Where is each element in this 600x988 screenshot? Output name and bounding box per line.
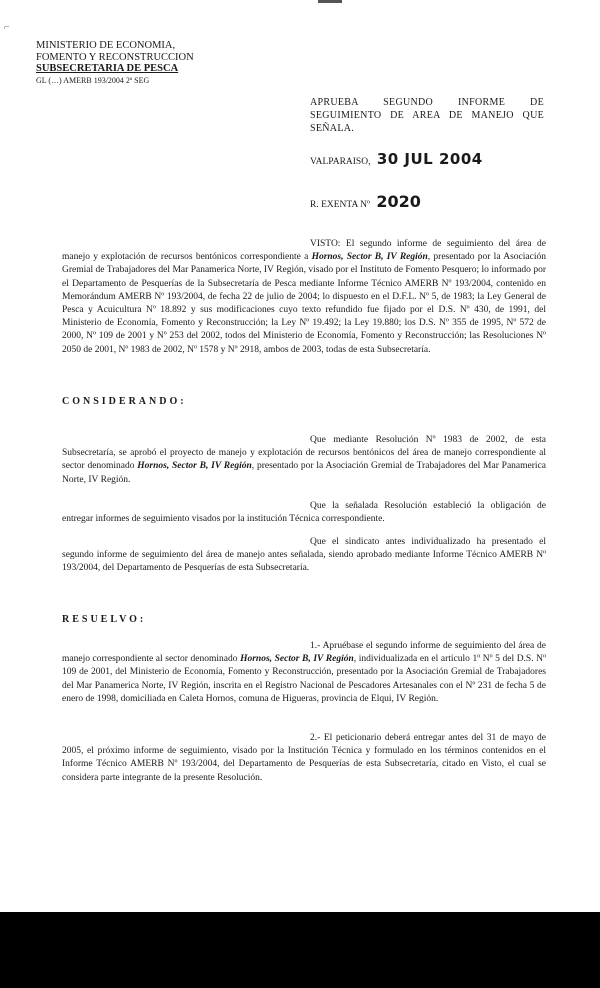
letterhead <box>36 40 196 86</box>
sector-name: Hornos, Sector B, IV Región <box>240 654 354 665</box>
place-date-line <box>310 150 483 168</box>
scan-speck <box>318 0 342 3</box>
letterhead-ministry-cont: FOMENTO Y RECONSTRUCCION <box>36 51 194 63</box>
resuelvo-heading: RESUELVO: <box>62 614 147 625</box>
scan-corner-mark: ⌐ <box>4 22 10 33</box>
resolution-subject: APRUEBA SEGUNDO INFORME DE SEGUIMIENTO DE AREA DE MANEJO QUE SEÑALA. <box>310 97 544 134</box>
letterhead-ministry: MINISTERIO DE ECONOMIA, <box>36 40 176 51</box>
resolution-label: R. EXENTA Nº <box>310 200 370 210</box>
considerando-paragraph-2: Que la señalada Resolución estableció la obligación de entregar informes de seguimiento visados por la institución Técnica correspondiente. <box>62 501 546 525</box>
resuelvo-paragraph-2: 2.- El peticionario deberá entregar antes del 31 de mayo de 2005, el próximo informe de seguimiento, visado por la Institución Técnica y formulado en los términos contenidos en el Informe Técnico AMERB Nº 193/2004, del Departamento de Pesquerías de esta Subsecretaría, citado en Visto, el cual se considera parte integrante de la presente Resolución. <box>62 733 546 783</box>
considerando-paragraph-1: Que mediante Resolución Nº 1983 de 2002, de esta Subsecretaría, se aprobó el proyecto de manejo y explotación de recursos bentónicos del área de manejo correspondiente al sector denominado Hornos, Sector B, IV Región, presentado por la Asociación Gremial de Trabajadores del Mar Panamerica Norte, IV Región. <box>62 435 546 485</box>
considerando-paragraph-3: Que el sindicato antes individualizado ha presentado el segundo informe de seguimiento del área de manejo antes señalada, siendo aprobado mediante Informe Técnico AMERB Nº 193/2004, del Departamento de Pesquerías de esta Subsecretaría. <box>62 537 546 574</box>
resolution-number: 2020 <box>376 192 421 211</box>
sector-name: Hornos, Sector B, IV Región <box>311 252 428 263</box>
scan-bottom-band <box>0 912 600 988</box>
resolution-number-line <box>310 192 421 211</box>
sector-name: Hornos, Sector B, IV Región <box>137 461 252 472</box>
letterhead-reference: GL (…) AMERB 193/2004 2ª SEG <box>36 75 150 85</box>
resuelvo-paragraph-1: 1.- Apruébase el segundo informe de seguimiento del área de manejo correspondiente al sector denominado Hornos, Sector B, IV Región, individualizada en el artículo 1º Nº 5 del D.S. Nº 109 de 2001, del Ministerio de Economía, Fomento y Reconstrucción, presentado por la Asociación Gremial de Trabajadores del Mar Panamerica Norte, IV Región, inscrita en el Registro Nacional de Pescadores Artesanales con el Nº 231 de fecha 5 de enero de 1998, domiciliada en Caleta Hornos, comuna de Higueras, provincia de Elqui, IV Región. <box>62 641 546 704</box>
considerando-heading: CONSIDERANDO: <box>62 396 187 407</box>
letterhead-subsecretaria: SUBSECRETARIA DE PESCA <box>36 63 179 74</box>
visto-paragraph: VISTO: El segundo informe de seguimiento del área de manejo y explotación de recursos bentónicos correspondiente a Hornos, Sector B, IV Región, presentado por la Asociación Gremial de Trabajadores del Mar Panamerica Norte, IV Región, visado por el Instituto de Fomento Pesquero; lo informado por el Departamento de Pesquerías de la Subsecretaría de Pesca mediante Informe Técnico AMERB Nº 193/2004, contenido en Memorándum AMERB Nº 193/2004, de fecha 22 de julio de 2004; lo dispuesto en el D.F.L. Nº 5, de 1983; la Ley General de Pesca y Acuicultura Nº 18.892 y sus modificaciones cuyo texto refundido fue fijado por el D.S. Nº 430, de 1991, del Ministerio de Economía, Fomento y Reconstrucción; la Ley Nº 19.492; la Ley 19.880; los D.S. Nº 355 de 1995, Nº 572 de 2000, Nº 109 de 2001 y Nº 253 del 2002, todos del Ministerio de Economía, Fomento y Reconstrucción; las Resoluciones Nº 2050 de 2001, Nº 1983 de 2002, Nº 1578 y Nº 2918, ambos de 2003, todas de esta Subsecretaría. <box>62 239 546 355</box>
place: VALPARAISO, <box>310 157 371 167</box>
date-stamp: 30 JUL 2004 <box>376 150 483 168</box>
